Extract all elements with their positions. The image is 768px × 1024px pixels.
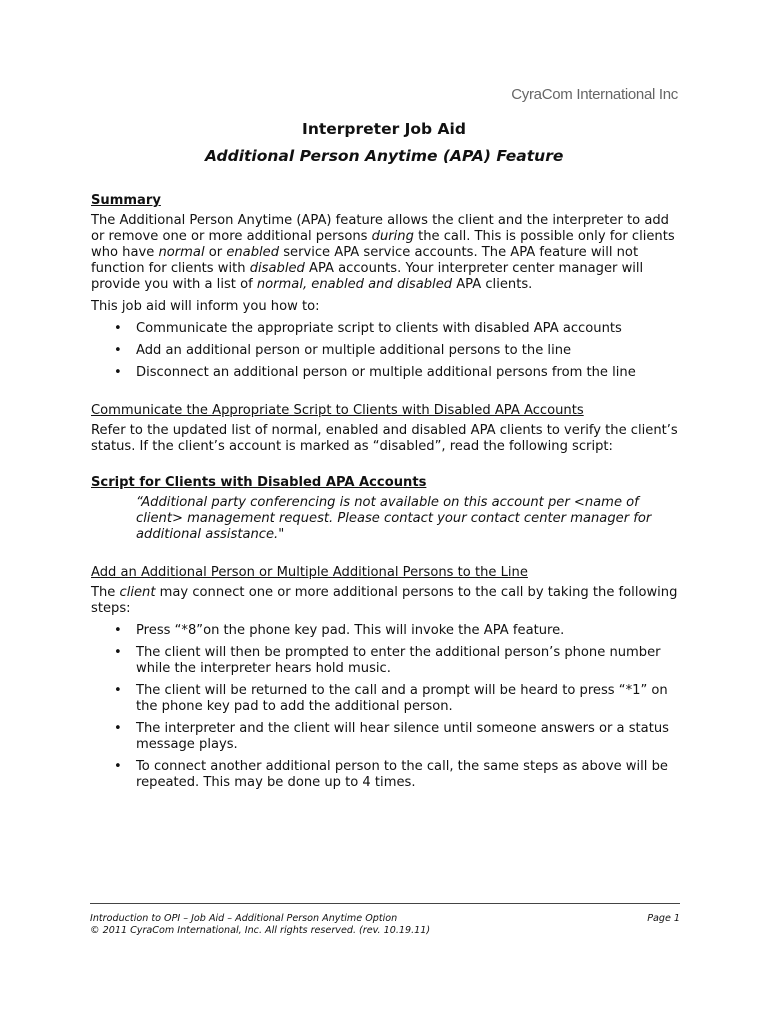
add-person-intro	[91, 585, 681, 617]
job-aid-intro: This job aid will inform you how to:	[91, 299, 320, 314]
summary-emphasis: enabled	[226, 245, 280, 260]
bullet-icon: •	[114, 365, 122, 380]
summary-text: The Additional Person Anytime (APA) feature allows the client and the interpreter to add or remove one or more additional persons	[91, 213, 669, 244]
page-footer	[90, 913, 680, 937]
summary-emphasis: normal	[158, 245, 205, 260]
document-body	[91, 193, 681, 791]
intro-emphasis: client	[119, 585, 156, 600]
list-item-text: Add an additional person or multiple additional persons to the line	[136, 343, 572, 358]
summary-emphasis: during	[371, 229, 414, 244]
bullet-icon: •	[114, 623, 122, 638]
list-item	[91, 343, 681, 359]
summary-heading: Summary	[91, 193, 161, 208]
list-item	[91, 759, 681, 791]
bullet-icon: •	[114, 683, 122, 698]
page-subtitle: Additional Person Anytime (APA) Feature	[205, 147, 564, 165]
list-item-text: The interpreter and the client will hear silence until someone answers or a status message plays.	[136, 721, 669, 752]
bullet-icon: •	[114, 759, 122, 774]
summary-emphasis: disabled	[249, 261, 305, 276]
add-person-heading: Add an Additional Person or Multiple Additional Persons to the Line	[91, 565, 528, 580]
list-item	[91, 321, 681, 337]
summary-text: APA clients.	[452, 277, 533, 292]
list-item-text: To connect another additional person to the call, the same steps as above will be repeated. This may be done up to 4 times.	[136, 759, 668, 790]
list-item	[91, 623, 681, 639]
summary-emphasis: normal, enabled and disabled	[256, 277, 453, 292]
communicate-heading: Communicate the Appropriate Script to Clients with Disabled APA Accounts	[91, 403, 584, 418]
page-number: Page 1	[647, 913, 680, 924]
add-steps-list	[91, 623, 681, 791]
summary-bullet-list	[91, 321, 681, 381]
bullet-icon: •	[114, 721, 122, 736]
list-item	[91, 721, 681, 753]
intro-text: may connect one or more additional persons to the call by taking the following steps:	[91, 585, 678, 616]
script-quote: “Additional party conferencing is not available on this account per <name of client> management request. Please contact your contact center manager for additional assistance."	[136, 495, 652, 542]
bullet-icon: •	[114, 321, 122, 336]
summary-text: service APA service accounts. The APA feature will not function for clients with	[91, 245, 639, 276]
summary-text: the call. This is possible only for clients who have	[91, 229, 675, 260]
list-item-text: Disconnect an additional person or multiple additional persons from the line	[136, 365, 636, 380]
bullet-icon: •	[114, 645, 122, 660]
list-item-text: Communicate the appropriate script to clients with disabled APA accounts	[136, 321, 622, 336]
list-item-text: The client will be returned to the call and a prompt will be heard to press “*1” on the phone key pad to add the additional person.	[136, 683, 668, 714]
summary-paragraph	[91, 213, 681, 293]
summary-text: or	[204, 245, 227, 260]
footer-divider	[90, 903, 680, 904]
list-item	[91, 645, 681, 677]
page-title-text: Interpreter Job Aid	[302, 120, 466, 138]
page-title	[0, 120, 768, 138]
list-item-text: The client will then be prompted to enter the additional person’s phone number while the interpreter hears hold music.	[136, 645, 661, 676]
list-item	[91, 683, 681, 715]
company-logo: CyraCom International Inc	[511, 86, 678, 103]
script-heading: Script for Clients with Disabled APA Accounts	[91, 475, 427, 490]
list-item-text: Press “*8”on the phone key pad. This will invoke the APA feature.	[136, 623, 565, 638]
footer-doc-title: Introduction to OPI – Job Aid – Additional Person Anytime Option	[90, 913, 398, 924]
bullet-icon: •	[114, 343, 122, 358]
communicate-paragraph: Refer to the updated list of normal, enabled and disabled APA clients to verify the client’s status. If the client’s account is marked as “disabled”, read the following script:	[91, 423, 678, 454]
footer-copyright: © 2011 CyraCom International, Inc. All rights reserved. (rev. 10.19.11)	[90, 925, 431, 936]
list-item	[91, 365, 681, 381]
summary-text: APA accounts. Your interpreter center manager will provide you with a list of	[91, 261, 644, 292]
intro-text: The	[91, 585, 120, 600]
